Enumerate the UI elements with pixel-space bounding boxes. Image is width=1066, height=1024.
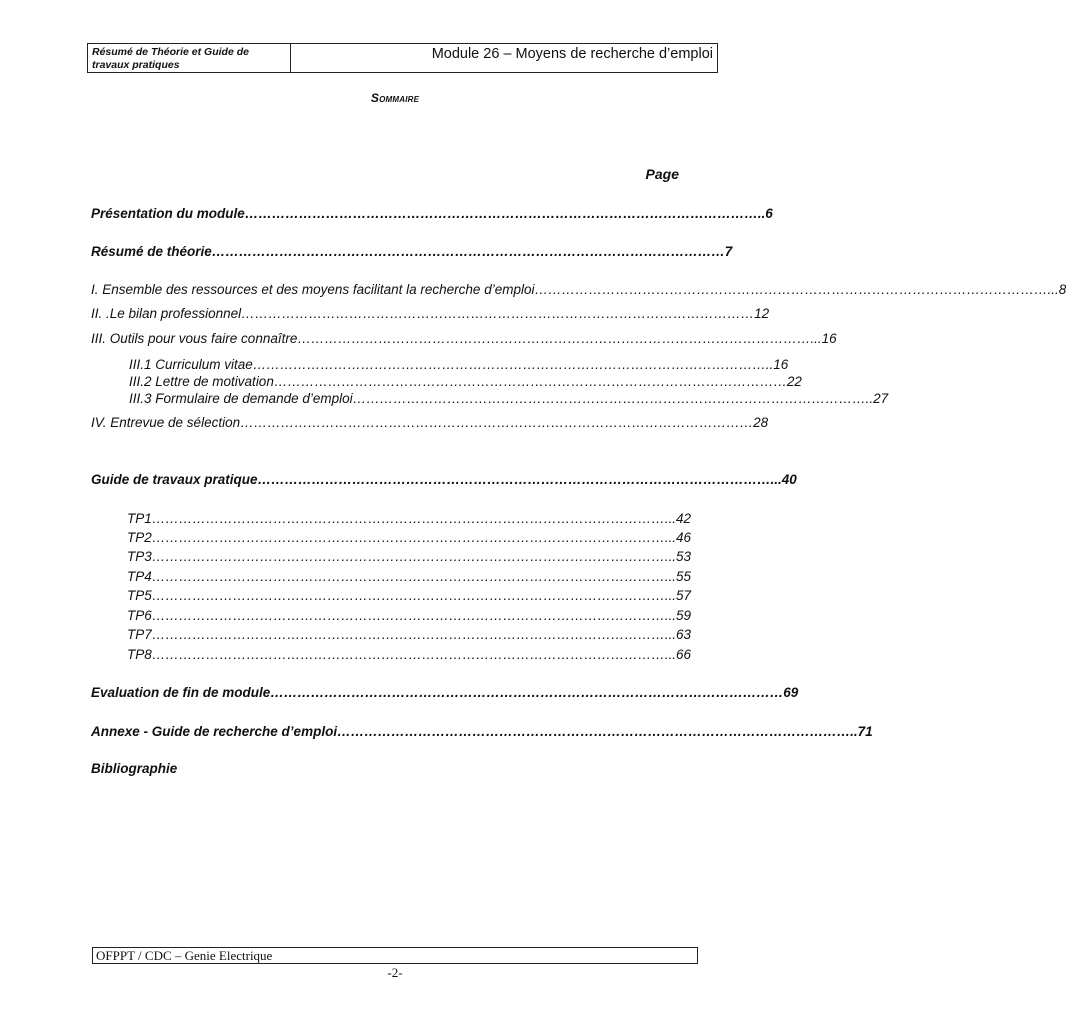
toc-entry-page: ...63 — [664, 627, 692, 642]
toc-leader: …………………………………………………………………………………………………… — [337, 724, 851, 739]
toc-entry-title: Présentation du module — [91, 206, 245, 221]
toc-entry-page: ..16 — [765, 357, 789, 372]
toc-leader: …………………………………………………………………………………………………… — [244, 206, 758, 221]
toc-entry-title: Résumé de théorie — [91, 244, 212, 259]
toc-leader: …………………………………………………………………………………………………… — [534, 282, 1048, 297]
toc-entry-page: 12 — [754, 306, 770, 321]
toc-entry-title: TP5 — [127, 588, 152, 603]
toc-entry-page: ...53 — [664, 549, 692, 564]
toc-entry-title: TP1 — [127, 511, 152, 526]
toc-entry-page: ...57 — [664, 588, 692, 603]
toc-entry-title: TP8 — [127, 647, 152, 662]
toc-entry-bibliographie[interactable] — [91, 761, 177, 776]
toc-leader: …………………………………………………………………………………………………… — [151, 511, 665, 526]
toc-entry-tp8[interactable] — [127, 647, 692, 662]
page-number: -2- — [387, 965, 403, 980]
toc-entry-tp4[interactable] — [127, 569, 692, 584]
toc-leader: …………………………………………………………………………………………………… — [151, 569, 665, 584]
toc-entry-page: 7 — [724, 244, 733, 259]
toc-entry-guide-tp[interactable] — [91, 472, 797, 487]
toc-entry-title: III.3 Formulaire de demande d’emploi — [129, 391, 353, 406]
page-column-label: Page — [645, 166, 679, 182]
toc-entry-section-3-1[interactable] — [129, 357, 789, 372]
toc-entry-title: II. .Le bilan professionnel — [91, 306, 242, 321]
toc-leader: …………………………………………………………………………………………………… — [151, 549, 665, 564]
toc-leader: …………………………………………………………………………………………………… — [151, 530, 665, 545]
toc-entry-tp6[interactable] — [127, 608, 692, 623]
toc-leader: …………………………………………………………………………………………………… — [352, 391, 866, 406]
page-title: Sommaire — [370, 91, 420, 105]
toc-entry-title: Guide de travaux pratique — [91, 472, 258, 487]
page-footer: OFPPT / CDC – Genie Electrique — [92, 947, 698, 964]
toc-entry-title: Bibliographie — [91, 761, 178, 776]
toc-entry-page: ...42 — [664, 511, 692, 526]
toc-entry-tp7[interactable] — [127, 627, 692, 642]
toc-entry-section-2[interactable] — [91, 306, 770, 321]
toc-entry-page: ...8 — [1047, 282, 1066, 297]
toc-entry-title: Annexe - Guide de recherche d’emploi — [91, 724, 338, 739]
toc-leader: …………………………………………………………………………………………………… — [151, 588, 665, 603]
toc-entry-title: IV. Entrevue de sélection — [91, 415, 241, 430]
toc-leader: …………………………………………………………………………………………………… — [252, 357, 766, 372]
header-left-line1: Résumé de Théorie et Guide de — [92, 46, 249, 58]
toc-entry-title: III.1 Curriculum vitae — [129, 357, 253, 372]
toc-entry-title: TP4 — [127, 569, 152, 584]
toc-leader: …………………………………………………………………………………………………… — [211, 244, 725, 259]
toc-entry-title: TP2 — [127, 530, 152, 545]
toc-leader: …………………………………………………………………………………………………… — [273, 374, 787, 389]
toc-entry-resume-theorie[interactable] — [91, 244, 733, 259]
toc-leader: …………………………………………………………………………………………………… — [151, 627, 665, 642]
toc-entry-tp2[interactable] — [127, 530, 692, 545]
toc-entry-section-4[interactable] — [91, 415, 769, 430]
toc-leader: …………………………………………………………………………………………………… — [297, 331, 811, 346]
toc-leader: …………………………………………………………………………………………………… — [241, 306, 755, 321]
header-document-type — [88, 44, 291, 72]
toc-leader: …………………………………………………………………………………………………… — [151, 608, 665, 623]
toc-entry-evaluation[interactable] — [91, 685, 799, 700]
toc-entry-annexe[interactable] — [91, 724, 873, 739]
toc-entry-page: 22 — [786, 374, 802, 389]
toc-entry-section-3-2[interactable] — [129, 374, 802, 389]
toc-leader: …………………………………………………………………………………………………… — [257, 472, 771, 487]
header-left-line2: travaux pratiques — [92, 59, 180, 71]
toc-entry-title: I. Ensemble des ressources et des moyens facilitant la recherche d’emploi — [91, 282, 535, 297]
toc-leader: …………………………………………………………………………………………………… — [270, 685, 784, 700]
toc-entry-section-3-3[interactable] — [129, 391, 889, 406]
toc-entry-page: ...55 — [664, 569, 692, 584]
page-header — [87, 43, 718, 73]
toc-entry-page: ...40 — [770, 472, 797, 487]
toc-entry-title: III.2 Lettre de motivation — [129, 374, 274, 389]
toc-entry-title: TP7 — [127, 627, 152, 642]
header-module-title: Module 26 – Moyens de recherche d’emploi — [431, 46, 713, 62]
toc-leader: …………………………………………………………………………………………………… — [151, 647, 665, 662]
toc-entry-page: ..71 — [850, 724, 873, 739]
toc-entry-presentation[interactable] — [91, 206, 773, 221]
toc-entry-title: TP6 — [127, 608, 152, 623]
toc-entry-title: TP3 — [127, 549, 152, 564]
toc-entry-title: III. Outils pour vous faire connaître — [91, 331, 298, 346]
toc-leader: …………………………………………………………………………………………………… — [240, 415, 754, 430]
toc-entry-page: ..27 — [865, 391, 889, 406]
toc-entry-tp5[interactable] — [127, 588, 692, 603]
toc-entry-page: 28 — [753, 415, 769, 430]
toc-entry-title: Evaluation de fin de module — [91, 685, 271, 700]
toc-entry-page: ...46 — [664, 530, 692, 545]
toc-entry-page: ...59 — [664, 608, 692, 623]
toc-entry-page: ...16 — [810, 331, 837, 346]
toc-entry-page: 69 — [783, 685, 799, 700]
toc-entry-page: ...66 — [664, 647, 692, 662]
toc-entry-tp3[interactable] — [127, 549, 692, 564]
toc-entry-page: ..6 — [757, 206, 773, 221]
toc-entry-section-3[interactable] — [91, 331, 837, 346]
toc-entry-tp1[interactable] — [127, 511, 692, 526]
toc-entry-section-1[interactable] — [91, 282, 1066, 297]
